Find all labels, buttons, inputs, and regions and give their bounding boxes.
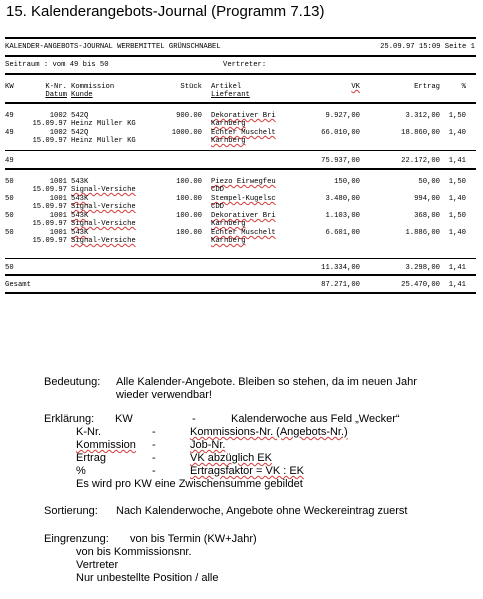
def-term: KW <box>115 413 133 425</box>
row-ertrag: 1.886,00 <box>405 229 440 237</box>
row-kommission: 542Q <box>71 112 89 120</box>
row-vk: 66.010,00 <box>321 129 360 137</box>
row-pct: 1,50 <box>448 112 466 120</box>
row-vk: 150,00 <box>334 178 360 186</box>
row-stueck: 900.00 <box>176 112 202 120</box>
row-date: 15.09.97 <box>32 137 67 145</box>
row-knr: 1001 <box>49 178 67 186</box>
double-rule <box>5 55 476 57</box>
row-ertrag: 18.860,00 <box>401 129 440 137</box>
row-kunde: Heinz Müller KG <box>71 120 136 128</box>
row-stueck: 1000.00 <box>171 129 202 137</box>
row-kunde: Signal-Versiche <box>71 220 136 228</box>
row-pct: 1,40 <box>448 195 466 203</box>
row-kommission: 543K <box>71 178 89 186</box>
col-lieferant: Lieferant <box>211 91 250 99</box>
row-date: 15.09.97 <box>32 237 67 245</box>
row-kw: 50 <box>5 229 14 237</box>
eingrenzung-line: Nur unbestellte Position / alle <box>76 572 219 584</box>
row-artikel: Dekorativer Bri <box>211 112 276 120</box>
row-stueck: 100.00 <box>176 178 202 186</box>
row-kommission: 543K <box>71 229 89 237</box>
row-vk: 6.601,00 <box>325 229 360 237</box>
row-kw: 50 <box>5 195 14 203</box>
row-date: 15.09.97 <box>32 120 67 128</box>
double-rule <box>5 102 476 104</box>
double-rule <box>5 292 476 294</box>
subtotal-vk: 75.937,00 <box>321 157 360 165</box>
def-desc: Ertragsfaktor = VK : EK <box>190 465 305 477</box>
row-ertrag: 3.312,00 <box>405 112 440 120</box>
row-ertrag: 368,00 <box>414 212 440 220</box>
eingrenzung-label: Eingrenzung: <box>44 533 109 545</box>
row-lieferant: CDD <box>211 186 224 194</box>
report-rep-label: Vertreter: <box>223 61 267 69</box>
sortierung-label: Sortierung: <box>44 505 98 517</box>
row-kunde: Signal-Versiche <box>71 203 136 211</box>
col-pct: % <box>461 83 466 91</box>
double-rule <box>5 73 476 75</box>
row-artikel: Dekorativer Bri <box>211 212 276 220</box>
row-kw: 49 <box>5 129 14 137</box>
row-artikel: Echter Muschelt <box>211 129 276 137</box>
col-knr: K-Nr. <box>45 83 67 91</box>
bedeutung-text-1: Alle Kalender-Angebote. Bleiben so stehen, da im neuen Jahr <box>116 376 417 388</box>
row-knr: 1001 <box>49 229 67 237</box>
row-date: 15.09.97 <box>32 220 67 228</box>
row-lieferant: CDD <box>211 203 224 211</box>
def-term: Ertrag <box>76 452 106 464</box>
row-pct: 1,50 <box>448 212 466 220</box>
report-period: Seitraum : vom 49 bis 50 <box>5 61 109 69</box>
subtotal-kw: 50 <box>5 264 14 272</box>
zwischensumme-note: Es wird pro KW eine Zwischensumme gebildet <box>76 478 303 490</box>
def-dash: - <box>152 452 156 464</box>
row-vk: 3.480,00 <box>325 195 360 203</box>
bedeutung-text-2: wieder verwendbar! <box>116 389 212 401</box>
row-stueck: 100.00 <box>176 212 202 220</box>
def-desc: Job-Nr. <box>190 439 226 451</box>
row-artikel: Piezo Eirwegfeu <box>211 178 276 186</box>
row-knr: 1002 <box>49 129 67 137</box>
row-kunde: Signal-Versiche <box>71 186 136 194</box>
def-term: Kommission <box>76 439 136 451</box>
row-vk: 9.927,00 <box>325 112 360 120</box>
def-term: % <box>76 465 86 477</box>
row-pct: 1,40 <box>448 229 466 237</box>
row-kommission: 543K <box>71 195 89 203</box>
total-pct: 1,41 <box>448 281 466 289</box>
subtotal-pct: 1,41 <box>448 264 466 272</box>
row-kommission: 542Q <box>71 129 89 137</box>
total-label: Gesamt <box>5 281 31 289</box>
row-kw: 50 <box>5 212 14 220</box>
row-kunde: Signal-Versiche <box>71 237 136 245</box>
row-date: 15.09.97 <box>32 203 67 211</box>
col-artikel: Artikel <box>211 83 242 91</box>
eingrenzung-line: von bis Termin (KW+Jahr) <box>130 533 257 545</box>
total-ertrag: 25.470,00 <box>401 281 440 289</box>
row-lieferant: Karnberg <box>211 220 246 228</box>
row-kw: 49 <box>5 112 14 120</box>
row-kunde: Heinz Müller KG <box>71 137 136 145</box>
row-knr: 1001 <box>49 195 67 203</box>
row-artikel: Echter Muschelt <box>211 229 276 237</box>
eingrenzung-line: von bis Kommissionsnr. <box>76 546 192 558</box>
row-stueck: 100.00 <box>176 195 202 203</box>
double-rule <box>5 168 476 170</box>
def-term: K-Nr. <box>76 426 102 438</box>
row-ertrag: 994,00 <box>414 195 440 203</box>
def-desc: VK abzüglich EK <box>190 452 272 464</box>
rule <box>5 258 476 259</box>
subtotal-ertrag: 22.172,00 <box>401 157 440 165</box>
total-vk: 87.271,00 <box>321 281 360 289</box>
col-ertrag: Ertrag <box>414 83 440 91</box>
double-rule <box>5 37 476 39</box>
eingrenzung-line: Vertreter <box>76 559 119 571</box>
row-lieferant: Karnberg <box>211 237 246 245</box>
def-dash: - <box>152 465 156 477</box>
row-kw: 50 <box>5 178 14 186</box>
subtotal-ertrag: 3.298,00 <box>405 264 440 272</box>
row-lieferant: Karnberg <box>211 137 246 145</box>
row-knr: 1001 <box>49 212 67 220</box>
col-datum: Datum <box>45 91 67 99</box>
col-kommission: Kommission <box>71 83 115 91</box>
subtotal-kw: 49 <box>5 157 14 165</box>
row-artikel: Stempel-Kugelsc <box>211 195 276 203</box>
row-kommission: 543K <box>71 212 89 220</box>
row-vk: 1.103,00 <box>325 212 360 220</box>
col-vk: VK <box>351 83 360 91</box>
col-stueck: Stück <box>180 83 202 91</box>
def-desc: Kalenderwoche aus Feld „Wecker“ <box>231 413 400 425</box>
report-header-left: KALENDER-ANGEBOTS-JOURNAL WERBEMITTEL GRÜNSCHNABEL <box>5 43 221 51</box>
def-dash: - <box>152 426 156 438</box>
page-title: 15. Kalenderangebots-Journal (Programm 7.13) <box>6 3 325 20</box>
row-stueck: 100.00 <box>176 229 202 237</box>
def-dash: - <box>152 439 156 451</box>
row-pct: 1,40 <box>448 129 466 137</box>
row-lieferant: Karnberg <box>211 120 246 128</box>
row-ertrag: 50,00 <box>418 178 440 186</box>
row-knr: 1002 <box>49 112 67 120</box>
double-rule <box>5 274 476 276</box>
bedeutung-label: Bedeutung: <box>44 376 101 388</box>
sortierung-text: Nach Kalenderwoche, Angebote ohne Weckereintrag zuerst <box>116 505 408 517</box>
def-dash: - <box>192 413 196 425</box>
subtotal-vk: 11.334,00 <box>321 264 360 272</box>
erklaerung-label: Erklärung: <box>44 413 95 425</box>
def-desc: Kommissions-Nr. (Angebots-Nr.) <box>190 426 348 438</box>
col-kunde: Kunde <box>71 91 93 99</box>
col-kw: KW <box>5 83 14 91</box>
row-date: 15.09.97 <box>32 186 67 194</box>
subtotal-pct: 1,41 <box>448 157 466 165</box>
report-header-right: 25.09.97 15:09 Seite 1 <box>380 43 475 51</box>
rule <box>5 150 476 151</box>
row-pct: 1,50 <box>448 178 466 186</box>
